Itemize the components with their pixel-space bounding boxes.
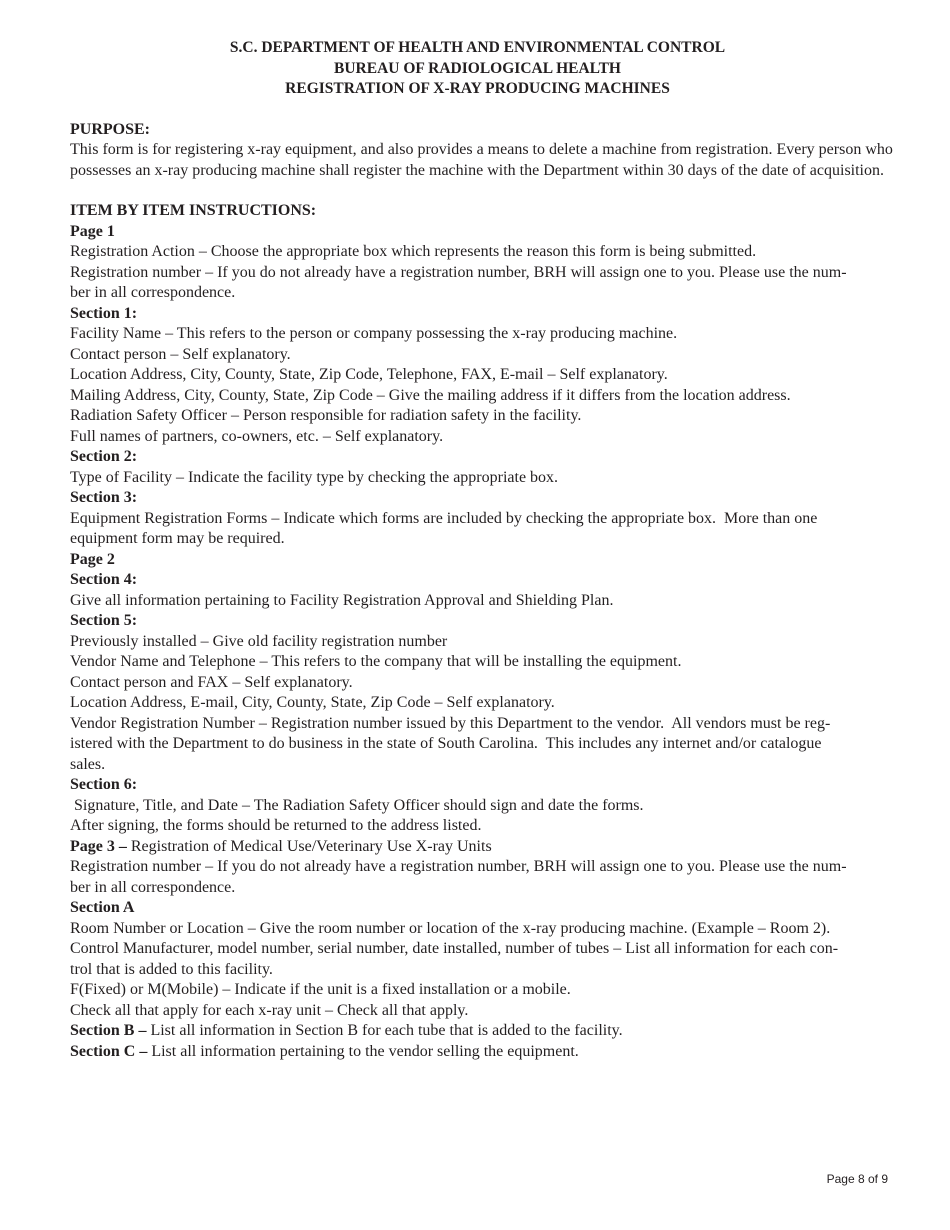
page3-registration-line: Registration number – If you do not already have a registration number, BRH will assign one to you. Please use the num- xyxy=(70,858,847,875)
document-page xyxy=(70,38,900,1062)
document-header xyxy=(55,38,900,100)
vendor-registration-line: Vendor Registration Number – Registration number issued by this Department to the vendor. All vendors must be reg- xyxy=(70,714,831,732)
section2-heading: Section 2: xyxy=(70,448,138,465)
section6-after-text: After signing, the forms should be returned to the address listed. xyxy=(70,817,482,834)
purpose-heading: PURPOSE: xyxy=(70,120,150,138)
section4-text: Give all information pertaining to Facility Registration Approval and Shielding Plan. xyxy=(70,591,614,609)
vendor-registration-line: sales. xyxy=(70,755,106,773)
section1-item: Facility Name – This refers to the person or company possessing the x-ray producing machine. xyxy=(70,325,678,342)
section1-item: Full names of partners, co-owners, etc. – Self explanatory. xyxy=(70,427,444,445)
section3-line: Equipment Registration Forms – Indicate which forms are included by checking the appropriate box. More than one xyxy=(70,509,818,527)
purpose-text: This form is for registering x-ray equipment, and also provides a means to delete a machine from registration. Every person who possesses an x-ray producing machine shall register the machine with the Department within 30 days of the date of acquisition. xyxy=(70,141,893,179)
section5-item: Vendor Name and Telephone – This refers to the company that will be installing the equipment. xyxy=(70,653,682,670)
sectionB-text: List all information in Section B for each tube that is added to the facility. xyxy=(146,1022,623,1039)
section4-heading: Section 4: xyxy=(70,571,138,588)
header-department: S.C. DEPARTMENT OF HEALTH AND ENVIRONMENTAL CONTROL xyxy=(229,39,726,56)
sectionA-fixed-text: F(Fixed) or M(Mobile) – Indicate if the unit is a fixed installation or a mobile. xyxy=(70,981,571,998)
registration-number-line: Registration number – If you do not already have a registration number, BRH will assign one to you. Please use the num- xyxy=(70,263,847,281)
sectionA-room-text: Room Number or Location – Give the room number or location of the x-ray producing machine. (Example – Room 2). xyxy=(70,919,831,937)
page3-registration-number-text xyxy=(70,857,900,898)
section5-heading: Section 5: xyxy=(70,612,138,629)
instructions-heading: ITEM BY ITEM INSTRUCTIONS: xyxy=(70,202,317,219)
section5-item: Previously installed – Give old facility registration number xyxy=(70,632,448,650)
registration-number-text xyxy=(70,263,900,304)
page3-line xyxy=(70,837,900,858)
section1-item: Contact person – Self explanatory. xyxy=(70,345,291,363)
sectionC-line xyxy=(70,1042,900,1063)
header-bureau: BUREAU OF RADIOLOGICAL HEALTH xyxy=(334,59,621,77)
section1-item: Mailing Address, City, County, State, Zip Code – Give the mailing address if it differs from the location address. xyxy=(70,386,791,404)
page3-registration-line: ber in all correspondence. xyxy=(70,878,236,896)
header-form-title: REGISTRATION OF X-RAY PRODUCING MACHINES xyxy=(285,80,670,97)
section1-item: Radiation Safety Officer – Person responsible for radiation safety in the facility. xyxy=(70,407,582,424)
section5-item: Contact person and FAX – Self explanatory. xyxy=(70,673,353,691)
sectionA-check-text: Check all that apply for each x-ray unit – Check all that apply. xyxy=(70,1001,469,1019)
page-number: Page 8 of 9 xyxy=(826,1172,888,1186)
section5-item: Location Address, E-mail, City, County, State, Zip Code – Self explanatory. xyxy=(70,694,555,711)
page1-heading: Page 1 xyxy=(70,222,115,240)
sectionA-control-line: trol that is added to this facility. xyxy=(70,960,273,978)
section2-text: Type of Facility – Indicate the facility type by checking the appropriate box. xyxy=(70,468,559,486)
page2-heading: Page 2 xyxy=(70,550,115,568)
sectionA-control-text xyxy=(70,939,900,980)
section1-item: Location Address, City, County, State, Zip Code, Telephone, FAX, E-mail – Self explanatory. xyxy=(70,366,668,383)
sectionB-heading: Section B – xyxy=(70,1022,147,1039)
vendor-registration-line: istered with the Department to do business in the state of South Carolina. This includes any internet and/or catalogue xyxy=(70,735,822,752)
section6-signature-text: Signature, Title, and Date – The Radiation Safety Officer should sign and date the forms. xyxy=(70,796,644,814)
page3-title: Registration of Medical Use/Veterinary Use X-ray Units xyxy=(126,837,492,855)
section1-heading: Section 1: xyxy=(70,304,138,322)
sectionC-text: List all information pertaining to the vendor selling the equipment. xyxy=(147,1042,579,1060)
sectionB-line xyxy=(70,1021,900,1042)
sectionA-heading: Section A xyxy=(70,899,135,916)
section3-line: equipment form may be required. xyxy=(70,530,285,547)
vendor-registration-text xyxy=(70,714,900,776)
section3-text xyxy=(70,509,900,550)
sectionC-heading: Section C – xyxy=(70,1042,148,1060)
section3-heading: Section 3: xyxy=(70,489,138,506)
registration-number-line: ber in all correspondence. xyxy=(70,284,236,301)
sectionA-control-line: Control Manufacturer, model number, serial number, date installed, number of tubes – List all information for each con- xyxy=(70,940,839,957)
section6-heading: Section 6: xyxy=(70,776,138,793)
page3-heading: Page 3 – xyxy=(70,837,127,855)
registration-action-text: Registration Action – Choose the appropriate box which represents the reason this form is being submitted. xyxy=(70,243,757,260)
